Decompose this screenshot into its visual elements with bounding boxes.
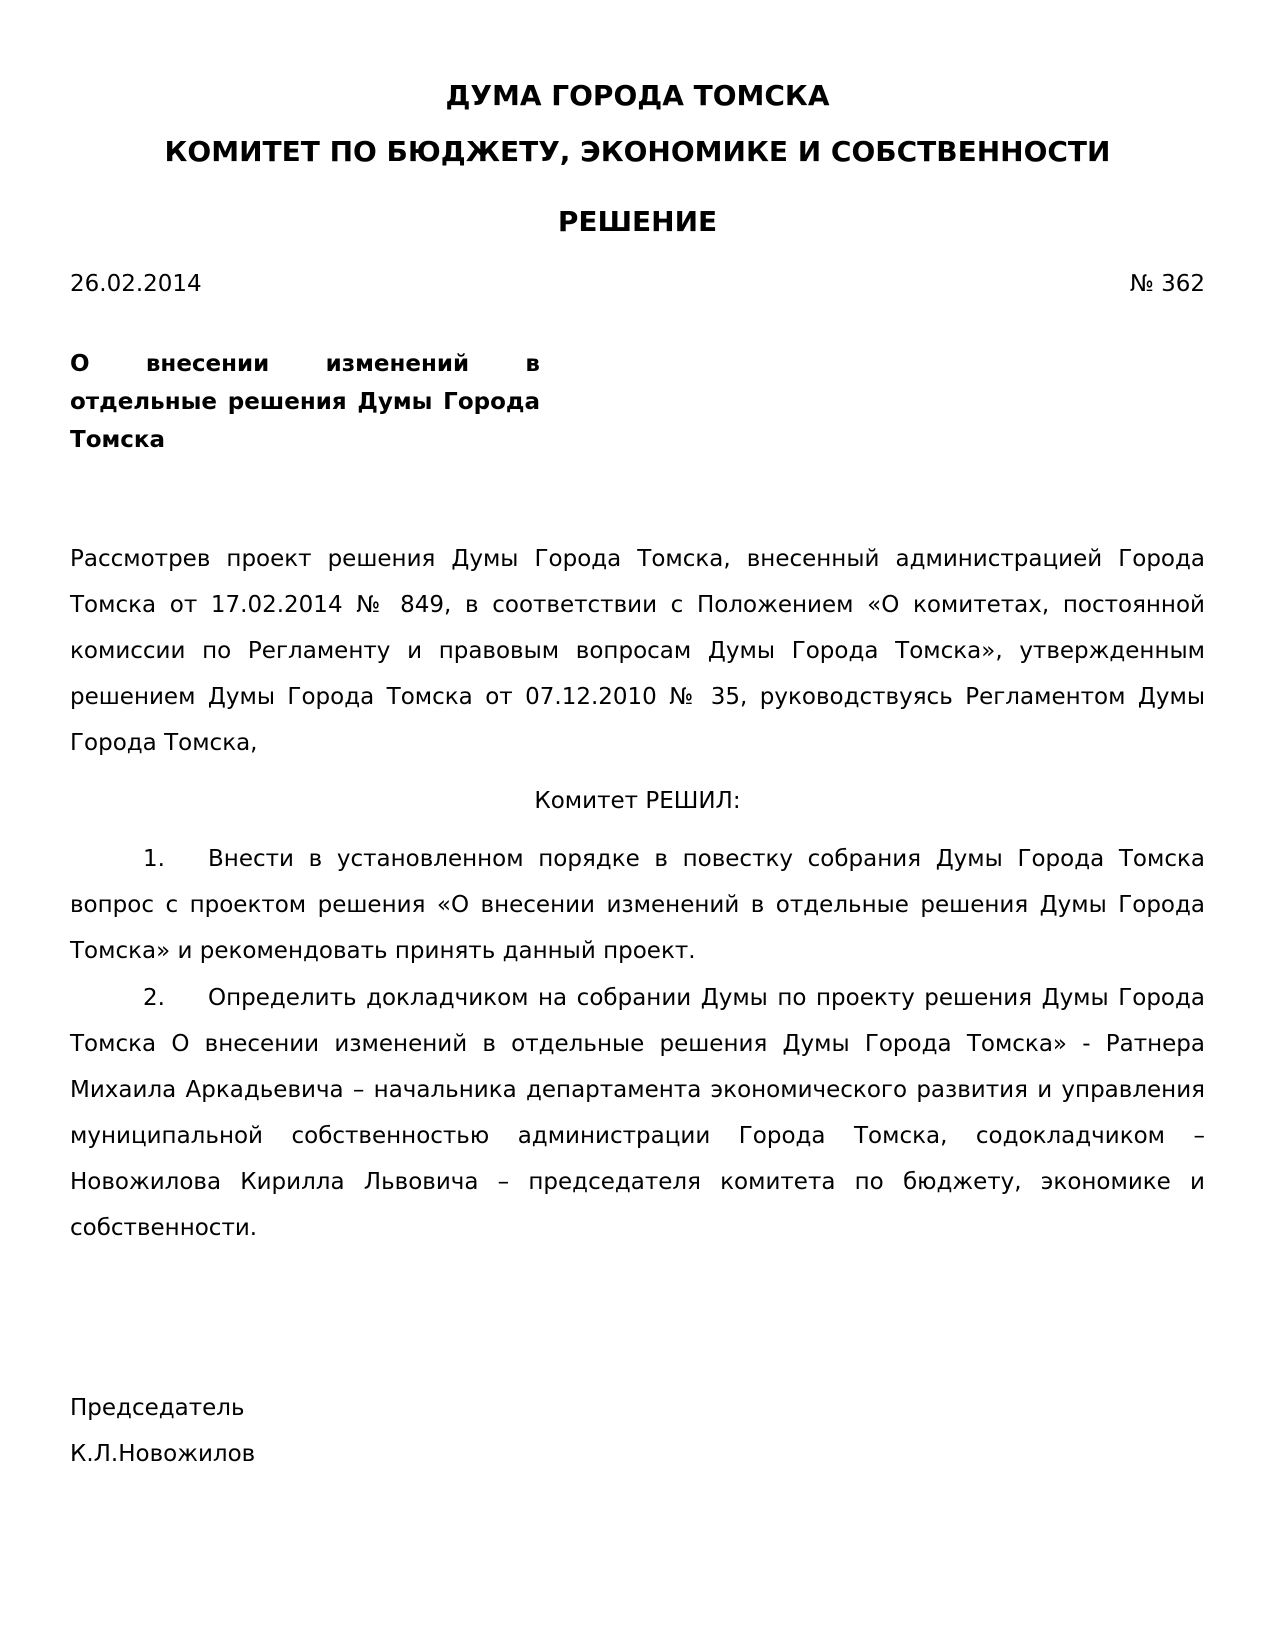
decision-item-number: 1. bbox=[143, 846, 165, 872]
decision-number: № 362 bbox=[1129, 271, 1205, 297]
decision-item-number: 2. bbox=[143, 985, 165, 1011]
decision-date: 26.02.2014 bbox=[70, 271, 202, 297]
decision-item-text: Внести в установленном порядке в повестку собрания Думы Города Томска вопрос с проектом решения «О внесении изменений в отдельные решения Думы Города Томска» и рекомендовать принять данный проект. bbox=[70, 846, 1205, 964]
decision-item bbox=[70, 836, 1205, 974]
document-type-title: РЕШЕНИЕ bbox=[557, 205, 718, 238]
intro-paragraph: Рассмотрев проект решения Думы Города Томска, внесенный администрацией Города Томска от 17.02.2014 № 849, в соответствии с Положением «О комитетах, постоянной комиссии по Регламенту и правовым вопросам Думы Города Томска», утвержденным решением Думы Города Томска от 07.12.2010 № 35, руководствуясь Регламентом Думы Города Томска, bbox=[70, 546, 1205, 756]
committee-decided-heading: Комитет РЕШИЛ: bbox=[534, 788, 741, 814]
signatory-role: Председатель bbox=[70, 1395, 245, 1421]
org-title: ДУМА ГОРОДА ТОМСКА bbox=[445, 79, 830, 112]
decision-subject: О внесении изменений в отдельные решения Думы Города Томска bbox=[70, 351, 540, 453]
decision-item bbox=[70, 975, 1205, 1251]
committee-title: КОМИТЕТ ПО БЮДЖЕТУ, ЭКОНОМИКЕ И СОБСТВЕННОСТИ bbox=[164, 135, 1111, 168]
signatory-name: К.Л.Новожилов bbox=[70, 1441, 256, 1467]
decision-item-text: Определить докладчиком на собрании Думы по проекту решения Думы Города Томска О внесении изменений в отдельные решения Думы Города Томска» - Ратнера Михаила Аркадьевича – начальника департамента экономического развития и управления муниципальной собственностью администрации Города Томска, содокладчиком – Новожилова Кирилла Львовича – председателя комитета по бюджету, экономике и собственности. bbox=[70, 985, 1205, 1241]
